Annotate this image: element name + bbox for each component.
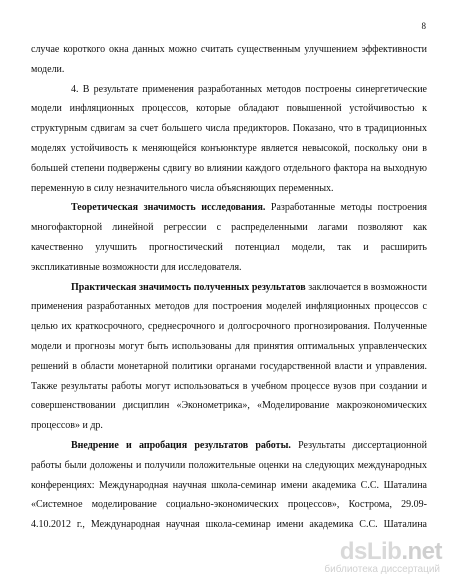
document-body	[31, 40, 427, 535]
practical-significance-text: заключается в возможности применения разработанных методов для построения моделей инфляционных процессов с целью их краткосрочного, среднесрочного и долгосрочного прогнозирования. Полученные модели и прогнозы могут быть использованы для принятия оптимальных управленческих решений в области монетарной политики органами государственной власти и управления. Также результаты работы могут использоваться в учебном процессе вузов при создании и совершенствовании дисциплин «Эконометрика», «Моделирование макроэкономических процессов» и др.	[31, 281, 428, 432]
approbation-text: Результаты диссертационной работы были доложены и получили положительные оценки на следующих международных конференциях: Международная научная школа-семинар имени академика С.С. Шаталина «Системное моделирование социально-экономических процессов», Кострома, 29.09-4.10.2012 г., Международная научная школа-семинар имени академика С.С. Шаталина	[31, 439, 427, 531]
watermark-logo-main: dsLib	[339, 538, 402, 565]
paragraph-continuation: случае короткого окна данных можно считать существенным улучшением эффективности модели.	[31, 44, 427, 75]
watermark-logo	[340, 540, 442, 564]
heading-approbation: Внедрение и апробация результатов работы.	[71, 439, 291, 451]
paragraph-theoretical-significance	[31, 198, 427, 277]
dslib-watermark	[322, 540, 442, 576]
theoretical-significance-text: Разработанные методы построения многофакторной линейной регрессии с распределенными лагами позволяют как качественно улучшить прогностический потенциал модели, так и расширить экспликативные возможности для исследователя.	[31, 202, 427, 273]
paragraph-result-4: 4. В результате применения разработанных методов построены синергетические модели инфляционных процессов, которые обладают повышенной устойчивостью к структурным сдвигам за счет большего числа предикторов. Показано, что в традиционных моделях устойчивость к меняющейся конъюнктуре является невысокой, поскольку они в большей степени подвержены сдвигу во влиянии каждого отдельного фактора на выходную переменную в силу незначительного числа объясняющих переменных.	[31, 83, 427, 194]
heading-practical-significance: Практическая значимость полученных результатов	[71, 281, 306, 293]
watermark-logo-tld: .net	[401, 538, 442, 565]
watermark-subtitle: библиотека диссертаций	[324, 564, 440, 575]
paragraph-approbation	[31, 436, 427, 535]
paragraph-practical-significance	[31, 278, 427, 436]
heading-theoretical-significance: Теоретическая значимость исследования.	[71, 202, 266, 214]
page-number: 8	[421, 21, 426, 31]
